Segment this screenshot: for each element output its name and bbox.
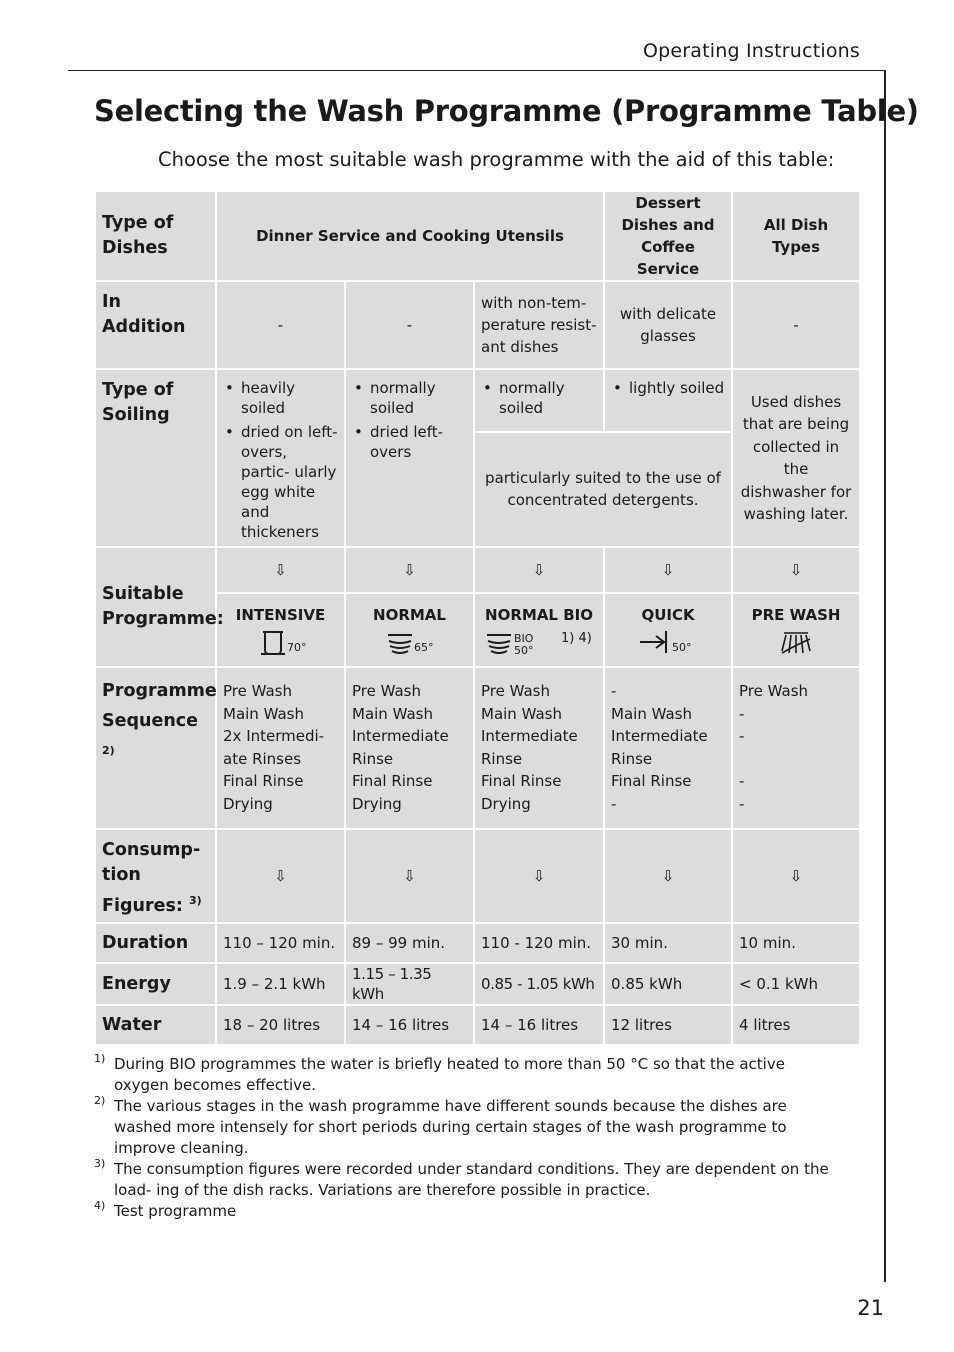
footnote [94, 1159, 834, 1201]
label-in-addition: In Addition [95, 281, 216, 369]
sequence-step: Final Rinse [481, 772, 562, 790]
sequence-step: ate Rinses [223, 749, 302, 768]
label-type-of-dishes: Type of Dishes [95, 191, 216, 281]
footnotes [94, 1054, 834, 1222]
running-header: Operating Instructions [642, 40, 860, 62]
label-energy: Energy [95, 963, 216, 1005]
energy-cell: 0.85 kWh [604, 963, 732, 1005]
energy-cell: 0.85 - 1.05 kWh [474, 963, 604, 1005]
footnote-text: During BIO programmes the water is briefly heated to more than 50 °C so that the active oxygen becomes effective. [114, 1055, 785, 1094]
page-title: Selecting the Wash Programme (Programme Table) [94, 94, 919, 128]
sequence-step: - [739, 772, 745, 790]
water-cell: 12 litres [604, 1005, 732, 1045]
footnote-ref: 2) [102, 744, 115, 757]
addition-c1: - [216, 281, 345, 369]
footnote-mark: 3) [94, 1157, 106, 1170]
energy-cell: < 0.1 kWh [732, 963, 860, 1005]
sequence-step: Final Rinse [352, 772, 433, 790]
soiling-c1 [216, 369, 345, 547]
label-text: Programme Sequence [102, 681, 217, 731]
down-arrow-icon: ⇩ [474, 547, 604, 593]
footnote [94, 1201, 834, 1222]
duration-cell: 89 – 99 min. [345, 923, 474, 963]
sequence-step: Final Rinse [223, 772, 304, 790]
programme-normal [345, 593, 474, 667]
sequence-step: Pre Wash [352, 682, 422, 700]
soiling-c2-item: • normally soiled [352, 378, 467, 418]
sequence-step: Main Wash [223, 704, 304, 723]
sequence-step: Pre Wash [739, 682, 809, 700]
programme-name: PRE WASH [751, 606, 841, 624]
intro-text: Choose the most suitable wash programme with the aid of this table: [158, 148, 835, 171]
programme-temp: 50° [672, 641, 692, 654]
normal-bio-icon [481, 627, 597, 657]
addition-c2: - [345, 281, 474, 369]
normal-dishes-icon [380, 627, 440, 657]
duration-cell: 10 min. [732, 923, 860, 963]
duration-cell: 30 min. [604, 923, 732, 963]
programme-quick [604, 593, 732, 667]
pre-wash-spray-icon [776, 627, 816, 657]
programme-name: NORMAL BIO [485, 606, 593, 624]
dishes-all: All Dish Types [732, 191, 860, 281]
row-consumption [95, 829, 860, 923]
sequence-step: Rinse [481, 749, 523, 768]
programme-footnote-ref: 1) 4) [561, 631, 592, 646]
addition-c3: with non-tem- perature resist- ant dishes [474, 281, 604, 369]
footnote [94, 1096, 834, 1159]
footnote-text: The various stages in the wash programme have different sounds because the dishes are washed more intensely for short periods during certain stages of the wash programme to improve cleaning. [114, 1097, 787, 1157]
label-consumption [95, 829, 216, 923]
soiling-concentrated-note: particularly suited to the use of concentrated detergents. [474, 432, 732, 547]
row-duration [95, 923, 860, 963]
programme-intensive [216, 593, 345, 667]
row-programme-sequence [95, 667, 860, 829]
footnote-text: Test programme [114, 1202, 237, 1220]
page-number: 21 [857, 1296, 884, 1320]
programme-temp: 50° [514, 644, 534, 657]
programme-name: INTENSIVE [235, 606, 326, 624]
row-type-of-dishes [95, 191, 860, 281]
sequence-step: - [611, 794, 617, 813]
sequence-step: - [739, 727, 745, 745]
addition-c4: with delicate glasses [604, 281, 732, 369]
duration-cell: 110 - 120 min. [474, 923, 604, 963]
soiling-c1-item: • dried on left- overs, partic- ularly egg white and thickeners [223, 422, 338, 542]
water-cell: 4 litres [732, 1005, 860, 1045]
label-programme-sequence [95, 667, 216, 829]
label-type-of-soiling: Type of Soiling [95, 369, 216, 547]
sequence-step: Rinse [611, 749, 653, 768]
energy-cell: 1.9 – 2.1 kWh [216, 963, 345, 1005]
sequence-step: Pre Wash [481, 682, 551, 700]
down-arrow-icon: ⇩ [345, 829, 474, 923]
programme-name: QUICK [641, 606, 695, 624]
sequence-step: Intermediate [611, 727, 708, 745]
sequence-step: Main Wash [611, 704, 692, 723]
sequence-step: Main Wash [352, 704, 433, 723]
footnote-text: The consumption figures were recorded under standard conditions. They are dependent on the load- ing of the dish racks. Variations are therefore possible in practice. [114, 1160, 829, 1199]
soiling-c5: Used dishes that are being collected in the dishwasher for washing later. [732, 369, 860, 547]
sequence-step: Final Rinse [611, 772, 692, 790]
down-arrow-icon: ⇩ [604, 547, 732, 593]
dishes-dessert: Dessert Dishes and Coffee Service [604, 191, 732, 281]
programme-name: NORMAL [373, 606, 446, 624]
footnote-mark: 1) [94, 1052, 106, 1065]
label-water: Water [95, 1005, 216, 1045]
down-arrow-icon: ⇩ [474, 829, 604, 923]
row-programme-arrows [95, 547, 860, 593]
down-arrow-icon: ⇩ [216, 829, 345, 923]
sequence-c3 [474, 667, 604, 829]
soiling-c1-item: • heavily soiled [223, 378, 338, 418]
water-cell: 14 – 16 litres [345, 1005, 474, 1045]
sequence-step: Intermediate [481, 727, 578, 745]
programme-table [94, 190, 861, 1046]
water-cell: 18 – 20 litres [216, 1005, 345, 1045]
sequence-c5 [732, 667, 860, 829]
row-water [95, 1005, 860, 1045]
soiling-c4 [604, 369, 732, 432]
programme-temp: 65° [413, 641, 433, 654]
sequence-step: Intermediate [352, 727, 449, 745]
soiling-c3-item: • normally soiled [481, 378, 597, 418]
intensive-pot-icon [251, 627, 311, 657]
water-cell: 14 – 16 litres [474, 1005, 604, 1045]
quick-arrow-icon [638, 627, 698, 657]
sequence-c4 [604, 667, 732, 829]
addition-c5: - [732, 281, 860, 369]
sequence-step: - [611, 682, 617, 700]
label-duration: Duration [95, 923, 216, 963]
duration-cell: 110 – 120 min. [216, 923, 345, 963]
down-arrow-icon: ⇩ [216, 547, 345, 593]
soiling-c2 [345, 369, 474, 547]
dishes-dinner: Dinner Service and Cooking Utensils [216, 191, 604, 281]
header-rule [68, 70, 886, 71]
label-text: Consump- tion Figures: [102, 840, 201, 916]
row-soiling-a [95, 369, 860, 432]
down-arrow-icon: ⇩ [732, 547, 860, 593]
footnote [94, 1054, 834, 1096]
down-arrow-icon: ⇩ [732, 829, 860, 923]
footnote-mark: 2) [94, 1094, 106, 1107]
label-suitable-programme: Suitable Programme: [95, 547, 216, 667]
soiling-c3 [474, 369, 604, 432]
footnote-mark: 4) [94, 1199, 106, 1212]
down-arrow-icon: ⇩ [345, 547, 474, 593]
sequence-step: Drying [481, 794, 531, 813]
down-arrow-icon: ⇩ [604, 829, 732, 923]
sequence-step: Rinse [352, 749, 394, 768]
sequence-c1 [216, 667, 345, 829]
soiling-c2-item: • dried left- overs [352, 422, 467, 462]
sequence-step [739, 748, 853, 771]
sequence-c2 [345, 667, 474, 829]
footnote-ref: 3) [188, 894, 202, 907]
bio-label: BIO [514, 632, 534, 645]
programme-pre-wash [732, 593, 860, 667]
row-in-addition [95, 281, 860, 369]
energy-cell: 1.15 – 1.35 kWh [345, 963, 474, 1005]
programme-normal-bio [474, 593, 604, 667]
soiling-c4-item: • lightly soiled [611, 378, 725, 398]
sequence-step: 2x Intermedi- [223, 727, 325, 745]
sequence-step: - [739, 794, 745, 813]
sequence-step: - [739, 704, 745, 723]
sequence-step: Pre Wash [223, 682, 293, 700]
sequence-step: Drying [352, 794, 402, 813]
sequence-step: Main Wash [481, 704, 562, 723]
margin-rule [884, 70, 886, 1282]
programme-temp: 70° [286, 641, 306, 654]
row-energy [95, 963, 860, 1005]
sequence-step: Drying [223, 794, 273, 813]
